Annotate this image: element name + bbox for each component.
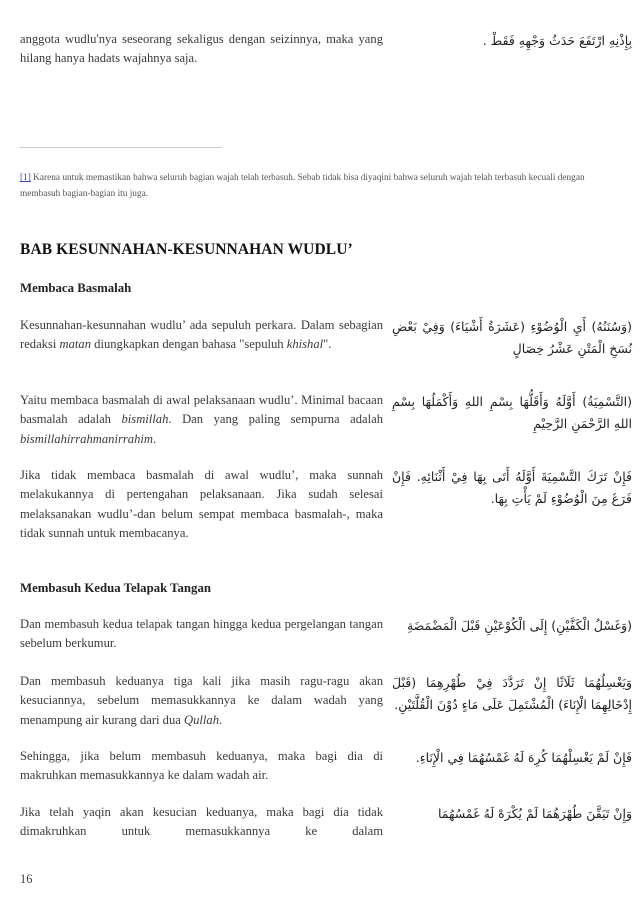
paragraph-indonesian: [20, 391, 383, 449]
paragraph-arabic: فَإِنْ تَرَكَ التَّسْمِيَةَ أَوَّلَهُ أَتَى بِهَا فِيْ أَثْنَائِهِ. فَإِنْ فَرَغَ مِنَ الْوُضُوْءِ لَمْ يَأْتِ بِهَا.: [392, 469, 632, 506]
text-segment: Dan membasuh kedua telapak tangan hingga kedua pergelangan tangan sebelum berkumur.: [20, 617, 383, 651]
footnote-ref-link[interactable]: [1]: [20, 173, 31, 183]
paragraph-arabic: بِإِذْنِهِ ارْتَفَعَ حَدَثُ وَجْهِهِ فَقَطْ .: [482, 33, 632, 48]
paragraph-indonesian: [20, 316, 383, 355]
paragraph-arabic: (وَغَسْلُ الْكَفَّيْنِ) إِلَى الْكُوْعَيْنِ قَبْلَ الْمَضْمَضَةِ: [406, 618, 632, 633]
text-segment: Yaitu membaca basmalah di awal pelaksanaan wudlu’. Minimal bacaan basmalah adalah: [20, 393, 383, 427]
text-segment: ".: [323, 337, 332, 352]
text-segment: .: [152, 431, 157, 446]
italic-term: bismillah: [121, 412, 169, 427]
footnote-text: Karena untuk memastikan bahwa seluruh bagian wajah telah terbasuh. Sebab tidak bisa diyaqini bahwa seluruh wajah telah terbasuh kecuali dengan membasuh bagian-bagian itu juga.: [20, 173, 585, 199]
text-segment: Sehingga, jika belum membasuh keduanya, maka bagi dia di makruhkan memasukkannya ke dalam wadah air.: [20, 749, 383, 783]
text-segment: Kesunnahan-kesunnahan wudlu’ ada sepuluh perkara. Dalam sebagian redaksi: [20, 318, 383, 352]
text-segment: .: [219, 712, 223, 727]
chapter-title: BAB KESUNNAHAN-KESUNNAHAN WUDLU’: [20, 241, 353, 258]
text-segment: diungkapkan dengan bahasa "sepuluh: [91, 337, 287, 352]
section-title: Membasuh Kedua Telapak Tangan: [20, 581, 211, 595]
paragraph-indonesian: [20, 466, 383, 543]
paragraph-indonesian: [20, 672, 383, 730]
paragraph-indonesian: [20, 803, 383, 842]
italic-term: Qullah: [184, 712, 219, 727]
text-segment: Jika tidak membaca basmalah di awal wudlu’, maka sunnah melakukannya di pertengahan pelaksanaan. Jika sudah selesai melaksanakan wudlu’-dan belum sempat membaca basmalah-, maka tidak sunnah untuk membacanya.: [20, 468, 383, 540]
paragraph-arabic: وَإِنْ تَيَقَّنَ طُهْرَهُمَا لَمْ يُكْرَهْ لَهُ غَمْسُهُمَا: [437, 806, 632, 821]
paragraph-indonesian: [20, 30, 383, 69]
footnote-divider: [20, 147, 222, 148]
text-segment: Jika telah yaqin akan kesucian keduanya, maka bagi dia tidak dimakruhkan untuk memasukkannya ke dalam: [20, 805, 383, 839]
paragraph-arabic: وَيَغْسِلُهُمَا ثَلَاثًا إِنْ تَرَدَّدَ فِيْ طُهْرِهِمَا (قَبْلَ إِدْخَالِهِمَا الْإِنَاءَ) الْمُشْتَمِلَ عَلَى مَاءٍ دُوْنَ الْقُلَّتَيْنِ.: [392, 675, 632, 712]
text-segment: anggota wudlu'nya seseorang sekaligus dengan seizinnya, maka yang hilang hanya hadats wajahnya saja.: [20, 32, 383, 66]
paragraph-indonesian: [20, 747, 383, 786]
text-segment: Dan membasuh keduanya tiga kali jika masih ragu-ragu akan kesuciannya, sebelum memasukkannya ke dalam wadah yang menampung air kurang dari dua: [20, 674, 383, 727]
paragraph-arabic: (وَسُنَنُهُ) أَيِ الْوُضُوْءِ (عَشَرَةُ أَشْيَاءَ) وَفِيْ بَعْضِ نُسَخِ الْمَتْنِ عَشْرُ خِصَالٍ: [392, 319, 632, 356]
paragraph-arabic: فَإِنْ لَمْ يَغْسِلْهُمَا كُرِهَ لَهُ غَمْسُهُمَا فِي الْإِنَاءِ.: [415, 750, 632, 765]
text-segment: . Dan yang paling sempurna adalah: [168, 412, 383, 427]
italic-term: bismillahirrahmanirrahim: [20, 431, 153, 446]
paragraph-indonesian: [20, 615, 383, 654]
italic-term: matan: [59, 337, 91, 352]
intro-row: [20, 30, 632, 90]
italic-term: khishal: [286, 337, 324, 352]
page-number: 16: [20, 872, 33, 886]
paragraph-arabic: (التَّسْمِيَةُ) أَوَّلَهُ وَأَقَلُّهَا بِسْمِ اللهِ وَأَكْمَلُهَا بِسْمِ اللهِ الرَّحْمَنِ الرَّحِيْمِ: [392, 394, 632, 431]
section-title: Membaca Basmalah: [20, 281, 132, 295]
footnote: [20, 171, 624, 202]
